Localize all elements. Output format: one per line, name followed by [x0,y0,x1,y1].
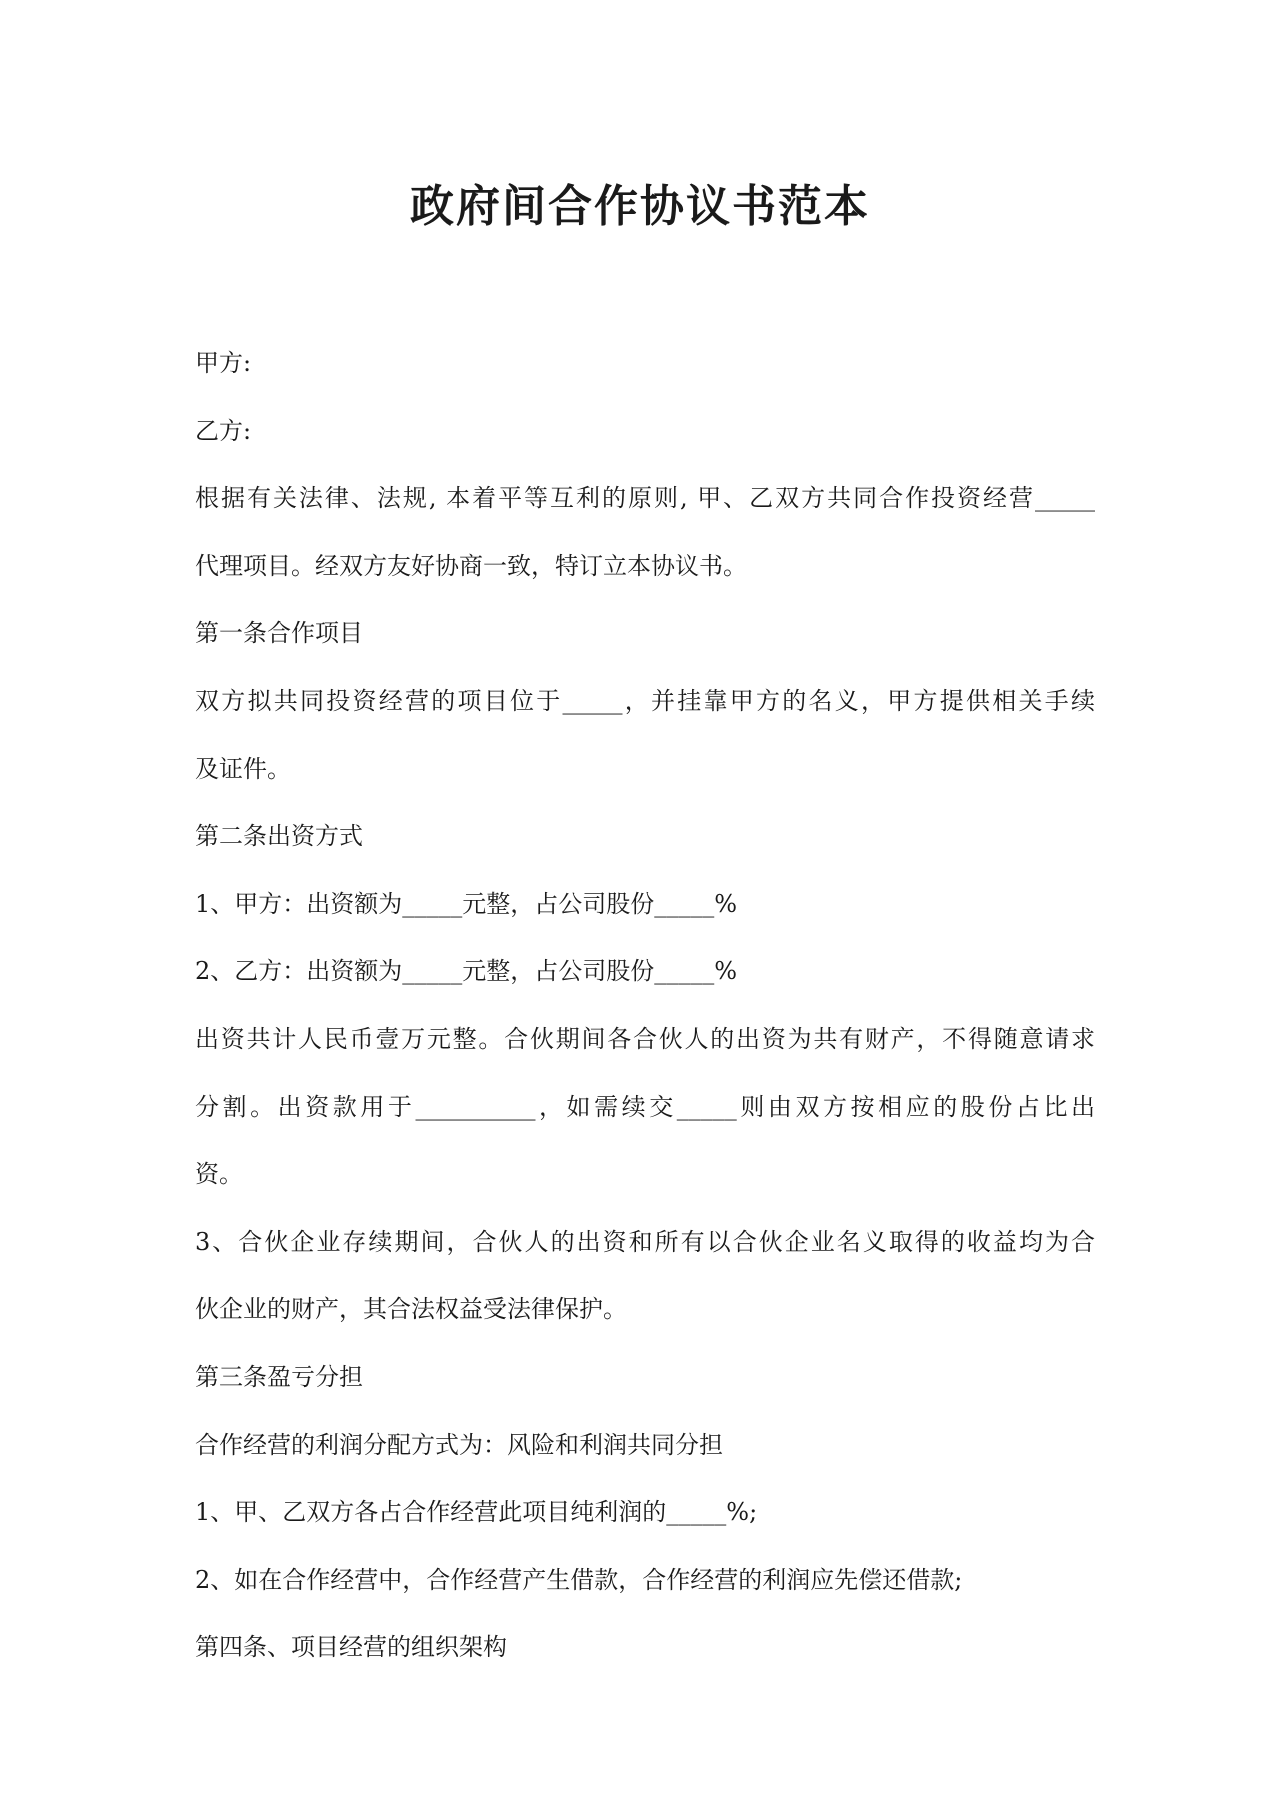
article-2-item-1: 1、甲方：出资额为_____元整，占公司股份_____% [195,889,738,918]
article-4-heading: 第四条、项目经营的组织架构 [195,1633,507,1662]
article-3-text: 合作经营的利润分配方式为：风险和利润共同分担 [195,1430,723,1459]
article-3-heading: 第三条盈亏分担 [195,1362,363,1391]
article-2-text-line-1: 出资共计人民币壹万元整。合伙期间各合伙人的出资为共有财产，不得随意请求 [195,1024,1095,1053]
article-2-item-3-line-1: 3、合伙企业存续期间，合伙人的出资和所有以合伙企业名义取得的收益均为合 [195,1227,1095,1256]
preamble-line-1: 根据有关法律、法规, 本着平等互利的原则, 甲、乙双方共同合作投资经营_____ [195,484,1095,513]
article-2-text-line-3: 资。 [195,1160,243,1189]
preamble-line-2: 代理项目。经双方友好协商一致，特订立本协议书。 [195,551,747,580]
article-3-item-2: 2、如在合作经营中，合作经营产生借款，合作经营的利润应先偿还借款; [195,1565,963,1594]
article-3-item-1: 1、甲、乙双方各占合作经营此项目纯利润的_____%; [195,1498,758,1527]
document-title: 政府间合作协议书范本 [410,181,870,232]
party-a-line: 甲方: [195,349,252,377]
article-1-heading: 第一条合作项目 [195,619,363,648]
article-2-item-3-line-2: 伙企业的财产，其合法权益受法律保护。 [195,1295,627,1324]
article-2-heading: 第二条出资方式 [195,822,363,851]
party-b-line: 乙方: [195,416,252,445]
article-1-text-line-2: 及证件。 [195,754,291,783]
article-1-text-line-1: 双方拟共同投资经营的项目位于_____，并挂靠甲方的名义，甲方提供相关手续 [195,686,1095,715]
document-body [195,330,1095,1682]
article-2-text-line-2: 分割。出资款用于__________，如需续交_____则由双方按相应的股份占比出 [195,1092,1095,1121]
article-2-item-2: 2、乙方：出资额为_____元整，占公司股份_____% [195,957,738,986]
